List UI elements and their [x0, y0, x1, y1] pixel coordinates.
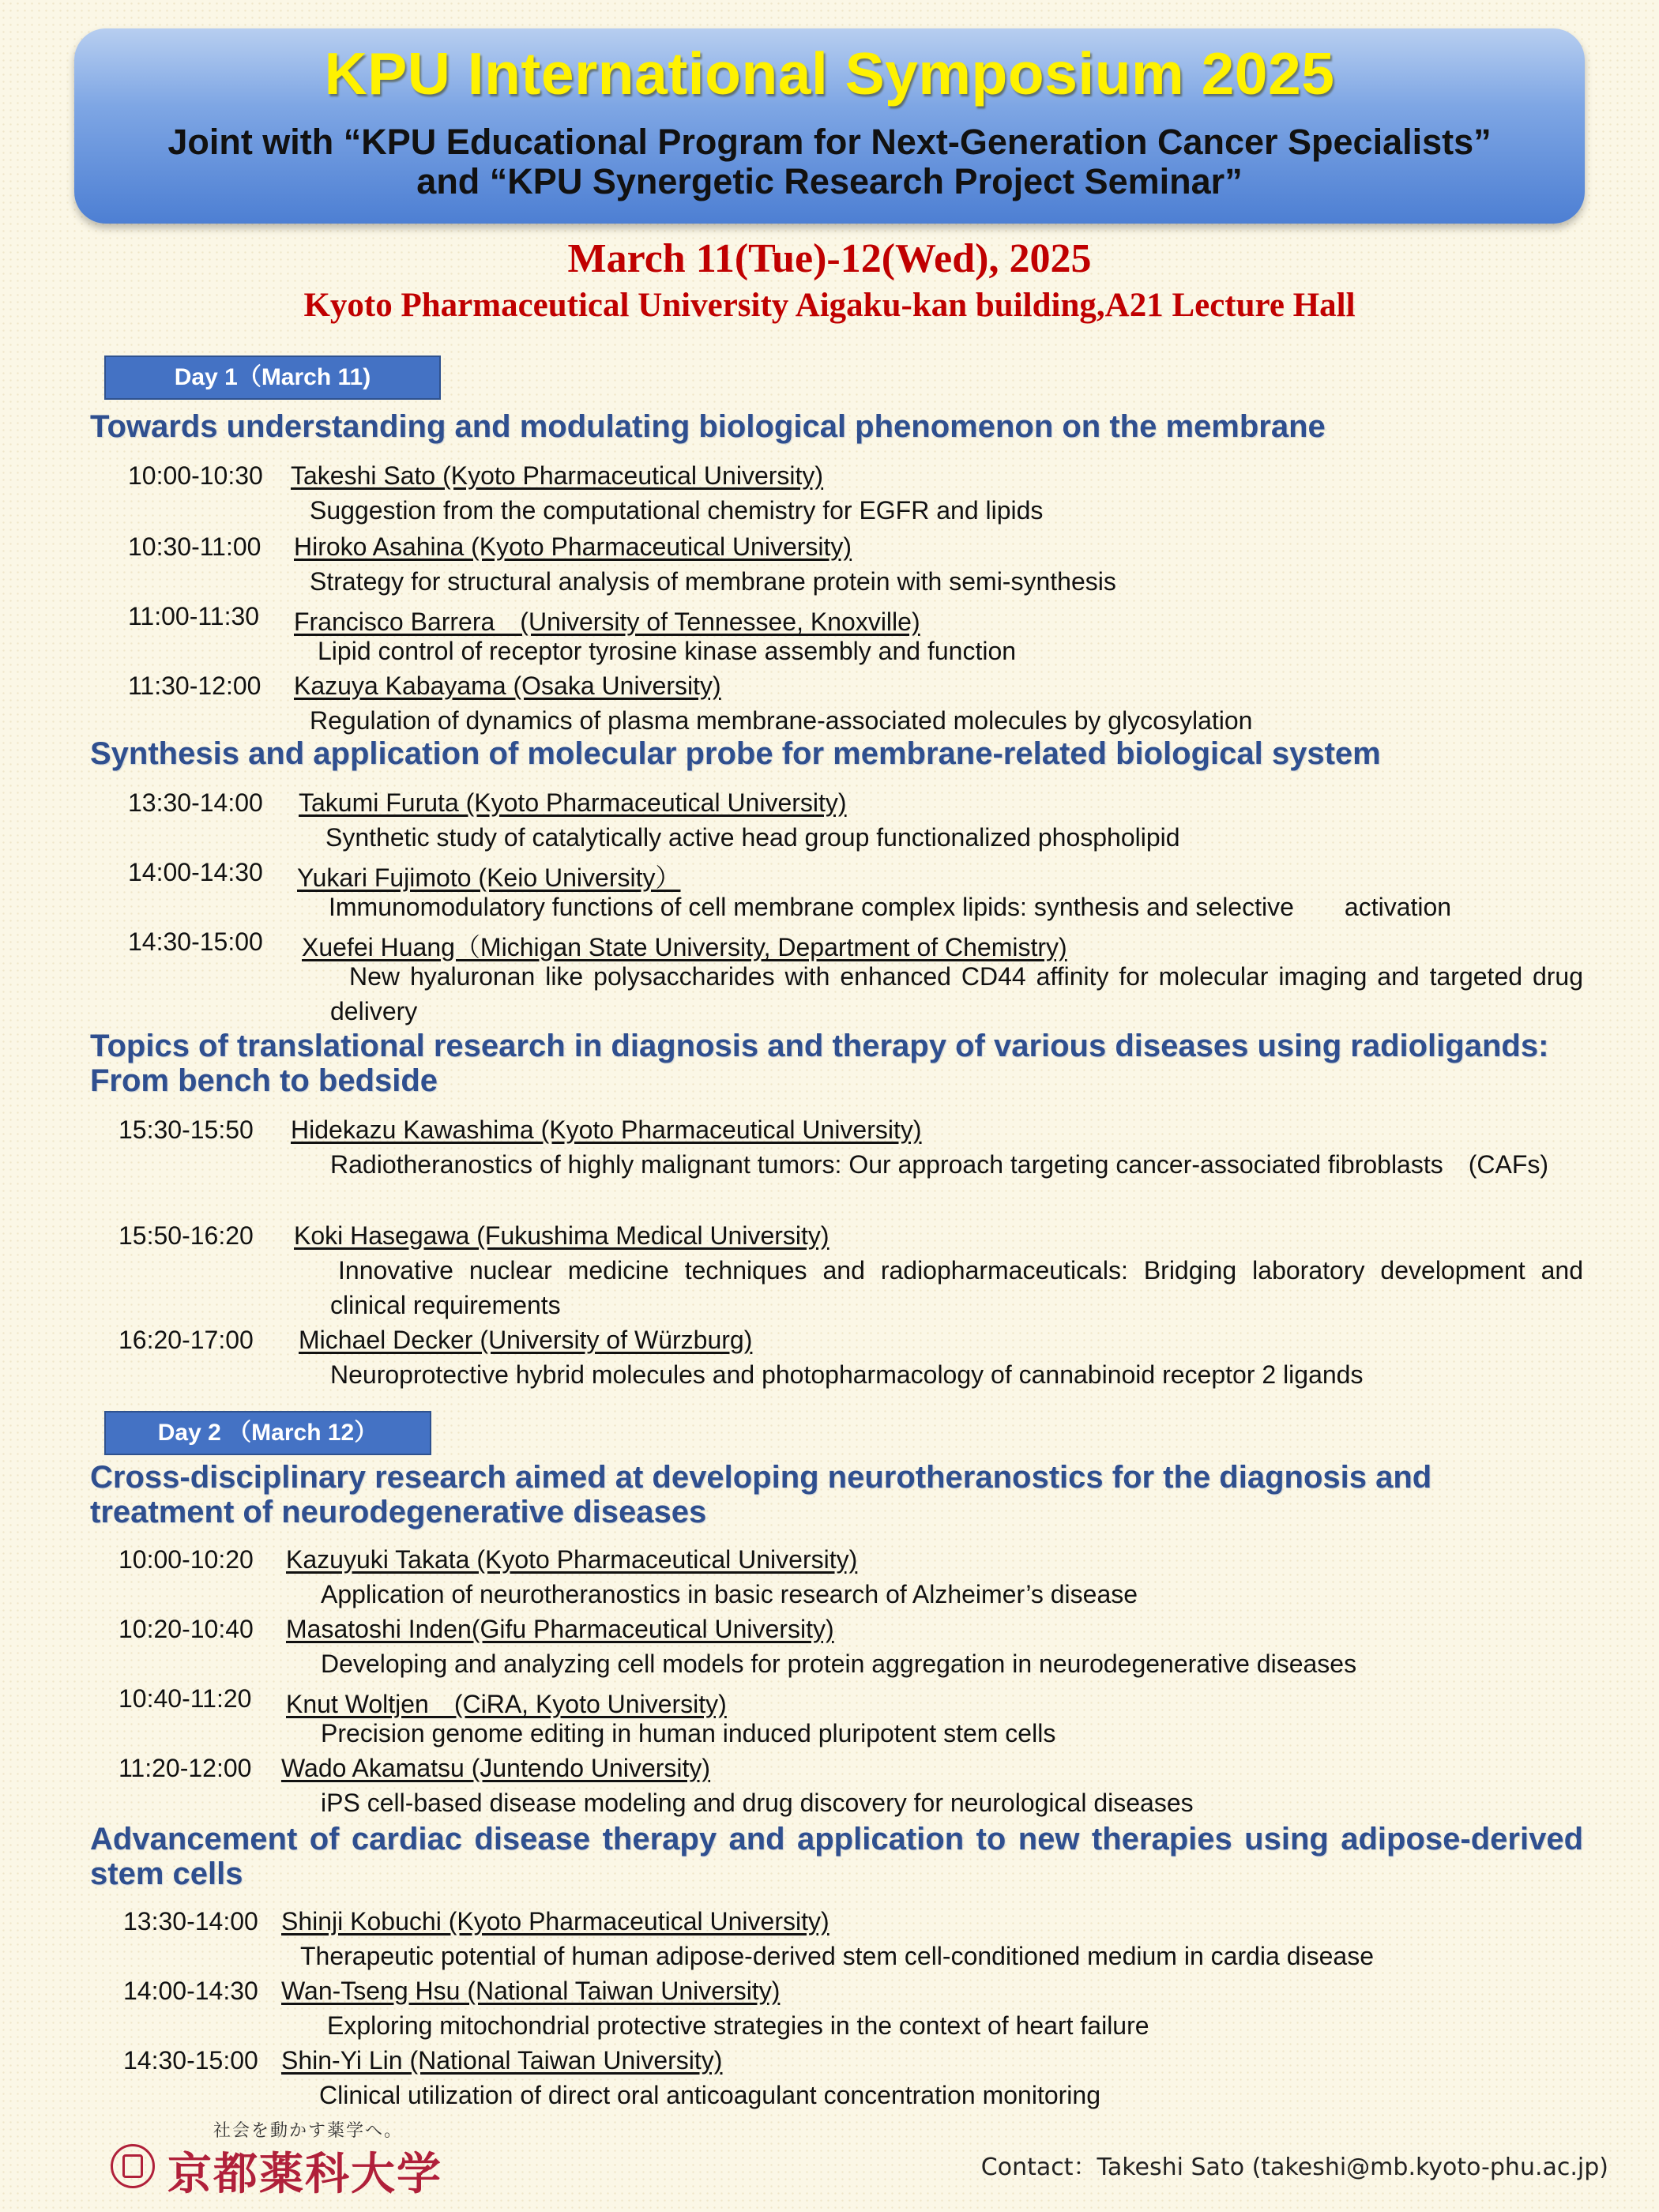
subtitle-line-1: Joint with “KPU Educational Program for Next-Generation Cancer Specialists” — [167, 122, 1492, 162]
talk-time: 15:50-16:20 — [118, 1221, 254, 1250]
university-seal-icon — [111, 2144, 155, 2188]
talk-speaker: Francisco Barrera (University of Tennessee, Knoxville) — [294, 608, 920, 636]
symposium-title: KPU International Symposium 2025 — [324, 40, 1335, 107]
talk-topic: Regulation of dynamics of plasma membrane-associated molecules by glycosylation — [310, 706, 1253, 735]
talk-speaker: Koki Hasegawa (Fukushima Medical University) — [294, 1221, 830, 1250]
talk-speaker: Kazuya Kabayama (Osaka University) — [294, 672, 721, 700]
talk-speaker: Xuefei Huang（Michigan State University, Department of Chemistry) — [302, 933, 1067, 961]
talk-topic: Synthetic study of catalytically active head group functionalized phospholipid — [325, 823, 1180, 852]
talk-topic: New hyaluronan like polysaccharides with enhanced CD44 affinity for molecular imaging and targeted drug delivery — [330, 962, 1583, 1025]
event-venue: Kyoto Pharmaceutical University Aigaku-kan building,A21 Lecture Hall — [303, 287, 1356, 324]
talk-time: 11:00-11:30 — [128, 602, 260, 630]
talk-topic: Developing and analyzing cell models for protein aggregation in neurodegenerative diseases — [321, 1650, 1357, 1678]
talk-time: 13:30-14:00 — [123, 1907, 258, 1936]
contact-info: Contact：Takeshi Sato (takeshi@mb.kyoto-phu.ac.jp) — [980, 2154, 1608, 2181]
subtitle-line-2: and “KPU Synergetic Research Project Seminar” — [416, 161, 1243, 201]
talk-speaker: Shin-Yi Lin (National Taiwan University) — [281, 2046, 723, 2075]
talk-topic: Radiotheranostics of highly malignant tumors: Our approach targeting cancer-associated fibroblasts (CAFs) — [330, 1150, 1549, 1179]
day2-label: Day 2 （March 12） — [104, 1411, 431, 1455]
talk-time: 15:30-15:50 — [118, 1115, 254, 1144]
talk-time: 10:30-11:00 — [128, 532, 261, 561]
talk-topic: Neuroprotective hybrid molecules and photopharmacology of cannabinoid receptor 2 ligands — [330, 1360, 1364, 1389]
session-title: Towards understanding and modulating biological phenomenon on the membrane — [90, 409, 1326, 444]
talk-speaker: Shinji Kobuchi (Kyoto Pharmaceutical University) — [281, 1907, 830, 1936]
talk-speaker: Takumi Furuta (Kyoto Pharmaceutical University) — [299, 788, 847, 817]
talk-speaker: Hidekazu Kawashima (Kyoto Pharmaceutical University) — [291, 1115, 922, 1144]
talk-topic: Immunomodulatory functions of cell membrane complex lipids: synthesis and selective activation — [329, 893, 1452, 921]
talk-topic: Exploring mitochondrial protective strategies in the context of heart failure — [327, 2011, 1149, 2040]
talk-time: 14:30-15:00 — [123, 2046, 258, 2075]
event-date: March 11(Tue)-12(Wed), 2025 — [567, 236, 1092, 281]
talk-speaker: Masatoshi Inden(Gifu Pharmaceutical University) — [286, 1615, 834, 1643]
talk-topic: iPS cell-based disease modeling and drug discovery for neurological diseases — [321, 1789, 1194, 1817]
day1-label: Day 1（March 11) — [104, 356, 441, 400]
session-title: Advancement of cardiac disease therapy and application to new therapies using adipose-derived stem cells — [90, 1822, 1583, 1891]
talk-topic: Clinical utilization of direct oral anticoagulant concentration monitoring — [319, 2081, 1100, 2109]
talk-speaker: Michael Decker (University of Würzburg) — [299, 1326, 753, 1354]
talk-topic: Strategy for structural analysis of membrane protein with semi-synthesis — [310, 567, 1116, 596]
talk-topic: Lipid control of receptor tyrosine kinase assembly and function — [318, 637, 1017, 665]
talk-speaker: Knut Woltjen (CiRA, Kyoto University) — [286, 1690, 727, 1718]
talk-topic: Therapeutic potential of human adipose-derived stem cell-conditioned medium in cardia disease — [300, 1942, 1374, 1970]
session-title: Synthesis and application of molecular probe for membrane-related biological system — [90, 736, 1381, 771]
talk-time: 10:00-10:30 — [128, 461, 263, 490]
talk-time: 14:00-14:30 — [123, 1977, 258, 2005]
talk-speaker: Wan-Tseng Hsu (National Taiwan University) — [281, 1977, 781, 2005]
talk-time: 16:20-17:00 — [118, 1326, 254, 1354]
talk-topic: Application of neurotheranostics in basic research of Alzheimer’s disease — [321, 1580, 1138, 1608]
session-title: Topics of translational research in diagnosis and therapy of various diseases using radioligands: From bench to bedside — [90, 1029, 1549, 1098]
talk-time: 11:30-12:00 — [128, 672, 261, 700]
university-logo-name: 京都薬科大学 — [167, 2148, 442, 2200]
talk-speaker: Kazuyuki Takata (Kyoto Pharmaceutical University) — [286, 1545, 858, 1574]
session-title: Cross-disciplinary research aimed at developing neurotheranostics for the diagnosis and treatment of neurodegenerative diseases — [90, 1460, 1432, 1529]
talk-time: 14:30-15:00 — [128, 927, 263, 956]
talk-time: 10:40-11:20 — [118, 1684, 252, 1713]
talk-topic: Suggestion from the computational chemistry for EGFR and lipids — [310, 496, 1044, 525]
logo-tagline: 社会を動かす薬学へ。 — [213, 2121, 404, 2141]
talk-time: 10:20-10:40 — [118, 1615, 254, 1643]
talk-time: 11:20-12:00 — [118, 1754, 252, 1782]
talk-time: 10:00-10:20 — [118, 1545, 254, 1574]
talk-speaker: Yukari Fujimoto (Keio University） — [297, 863, 681, 892]
talk-time: 13:30-14:00 — [128, 788, 263, 817]
talk-speaker: Wado Akamatsu (Juntendo University) — [281, 1754, 711, 1782]
talk-speaker: Takeshi Sato (Kyoto Pharmaceutical University) — [291, 461, 824, 490]
header-banner — [74, 28, 1585, 224]
talk-time: 14:00-14:30 — [128, 858, 263, 886]
talk-topic: Innovative nuclear medicine techniques and radiopharmaceuticals: Bridging laboratory development and clinical requirements — [330, 1256, 1583, 1319]
talk-speaker: Hiroko Asahina (Kyoto Pharmaceutical University) — [294, 532, 852, 561]
talk-topic: Precision genome editing in human induced pluripotent stem cells — [321, 1719, 1056, 1747]
